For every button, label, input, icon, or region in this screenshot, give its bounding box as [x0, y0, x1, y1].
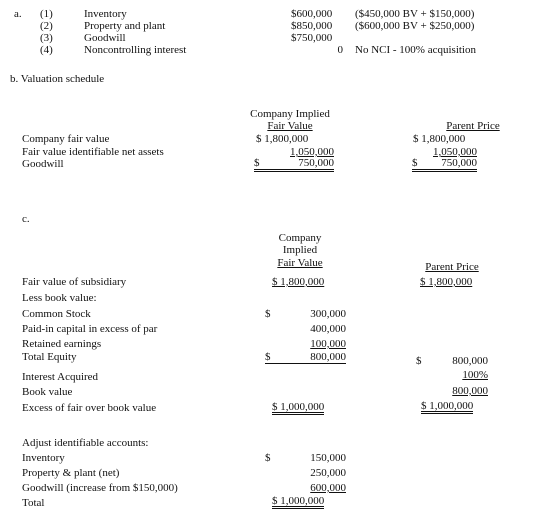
part-a-label-4: Noncontrolling interest: [84, 44, 187, 56]
part-c-equity-label-4: Total Equity: [22, 351, 77, 363]
part-c-adjust-value-1: 150,000: [310, 452, 346, 464]
part-a-note-2: ($600,000 BV + $250,000): [355, 20, 475, 32]
part-c-parent-book: 800,000: [452, 385, 488, 397]
part-b-goodwill-v2-sym: $: [412, 157, 418, 169]
part-c-equity-value-2: 400,000: [310, 323, 346, 335]
part-a-note-4: No NCI - 100% acquisition: [355, 44, 476, 56]
part-c-equity-sym-1: $: [265, 308, 271, 320]
part-c-adjust-label-4: Total: [22, 497, 45, 509]
part-c-total-equity-v1: [265, 351, 346, 364]
part-a-value-1: $600,000: [291, 8, 333, 20]
part-a-note-1: ($450,000 BV + $150,000): [355, 8, 475, 20]
part-b-row-label-2: Fair value identifiable net assets: [22, 146, 164, 158]
part-a-value-2: $850,000: [291, 20, 333, 32]
part-c-equity-label-1: Common Stock: [22, 308, 91, 320]
part-c-total-equity-v1-sym: $: [265, 351, 271, 363]
part-c-equity-label-3: Retained earnings: [22, 338, 102, 350]
part-a-num-4: (4): [40, 44, 53, 56]
part-c-adjust-label-3: Goodwill (increase from $150,000): [22, 482, 178, 494]
part-a-label-1: Inventory: [84, 8, 127, 20]
part-a-num-2: (2): [40, 20, 53, 32]
part-c-parent-pct: 100%: [462, 369, 488, 381]
part-c-adjust-title: Adjust identifiable accounts:: [22, 437, 149, 449]
part-b-goodwill-v1-value: 750,000: [298, 157, 334, 169]
part-b-goodwill-v1-sym: $: [254, 157, 260, 169]
part-c-fair-value-label: Fair value of subsidiary: [22, 276, 127, 288]
part-a-letter: a.: [14, 8, 22, 20]
part-a-value-4: 0: [337, 44, 343, 56]
part-b-col1-header-line2: Fair Value: [267, 120, 313, 132]
part-a-value-3: $750,000: [291, 32, 333, 44]
part-c-parent-equity-total: 800,000: [452, 355, 488, 367]
part-c-equity-label-2: Paid-in capital in excess of par: [22, 323, 158, 335]
part-c-adjust-label-1: Inventory: [22, 452, 65, 464]
part-c-equity-value-1: 300,000: [310, 308, 346, 320]
part-c-excess-label: Excess of fair over book value: [22, 402, 157, 414]
part-c-fair-value-v2: $ 1,800,000: [420, 276, 473, 288]
part-c-book-value-label: Book value: [22, 386, 73, 398]
part-b-row-label-1: Company fair value: [22, 133, 110, 145]
part-c-interest-acquired-label: Interest Acquired: [22, 371, 99, 383]
part-c-excess-v2: $ 1,000,000: [421, 400, 474, 412]
part-c-parent-equity-sym: $: [416, 355, 422, 367]
part-b-row-label-3: Goodwill: [22, 158, 64, 170]
part-c-col1-header-line3: Fair Value: [277, 257, 323, 269]
part-c-excess-v1: $ 1,000,000: [272, 401, 325, 413]
part-a-num-1: (1): [40, 8, 53, 20]
part-b-title: b. Valuation schedule: [10, 73, 105, 85]
part-a-num-3: (3): [40, 32, 53, 44]
part-c-fair-value-v1: $ 1,800,000: [272, 276, 325, 288]
part-b-goodwill-v2: [412, 158, 477, 172]
part-c-adjust-value-3: 600,000: [310, 482, 346, 494]
part-c-letter: c.: [22, 213, 30, 225]
part-b-goodwill-v1: [254, 158, 334, 172]
part-b-row-v1-1: $ 1,800,000: [256, 133, 309, 145]
part-b-col2-header: Parent Price: [446, 120, 500, 132]
part-c-adjust-sym-1: $: [265, 452, 271, 464]
part-c-total-equity-v1-value: 800,000: [310, 351, 346, 363]
part-c-less-book-label: Less book value:: [22, 292, 97, 304]
part-a-label-3: Goodwill: [84, 32, 126, 44]
part-b-row-v2-2: 1,050,000: [433, 146, 477, 158]
part-c-adjust-label-2: Property & plant (net): [22, 467, 120, 479]
part-c-equity-value-3: 100,000: [310, 338, 346, 350]
part-a-label-2: Property and plant: [84, 20, 166, 32]
part-c-col2-header: Parent Price: [425, 261, 479, 273]
part-b-col1-header-line1: Company Implied: [250, 108, 330, 120]
part-c-col1-header-line2: Implied: [282, 244, 318, 256]
part-b-row-v1-2: 1,050,000: [290, 146, 334, 158]
part-c-col1-header-line1: Company: [278, 232, 322, 244]
part-c-adjust-total: $ 1,000,000: [272, 495, 325, 507]
part-b-goodwill-v2-value: 750,000: [441, 157, 477, 169]
part-b-row-v2-1: $ 1,800,000: [413, 133, 466, 145]
part-c-adjust-value-2: 250,000: [310, 467, 346, 479]
